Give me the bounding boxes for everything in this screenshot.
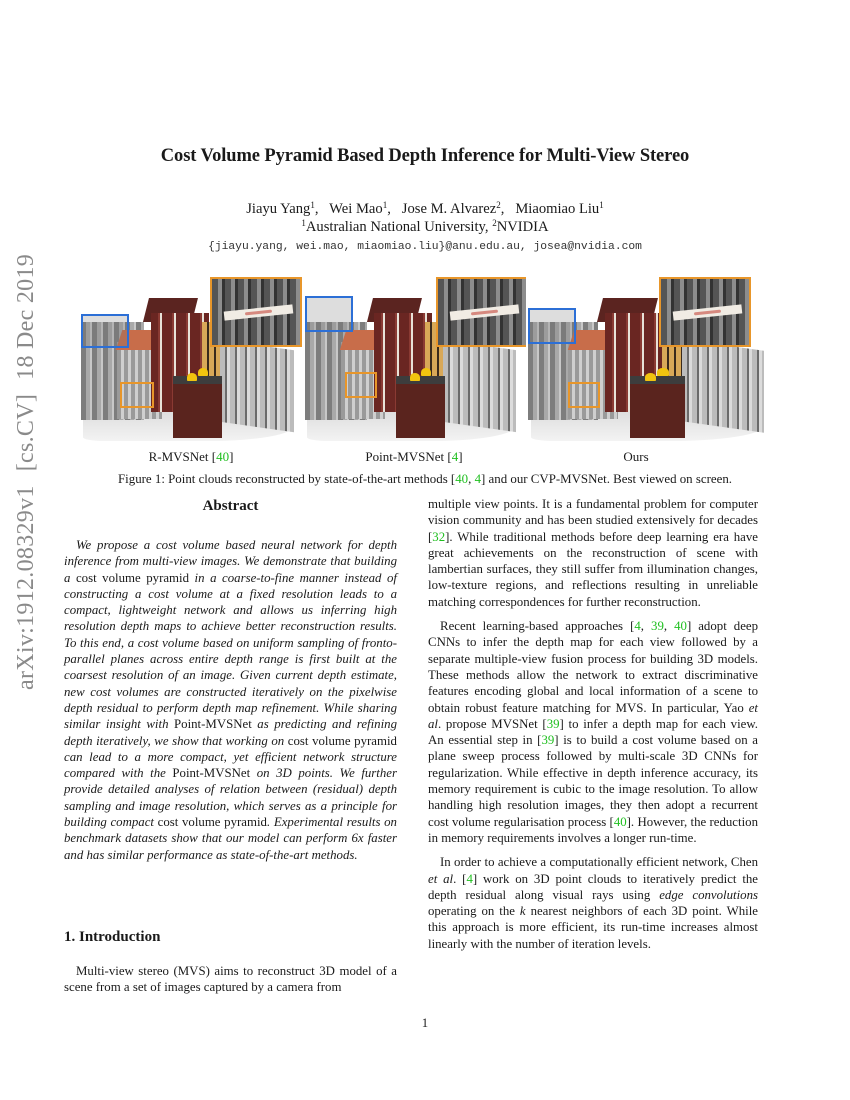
label-text: Point-MVSNet [	[365, 449, 452, 464]
section-heading-introduction: 1. Introduction	[64, 929, 161, 945]
author: Jose M. Alvarez	[401, 201, 497, 217]
arxiv-category: [cs.CV]	[13, 393, 39, 472]
affil-mark: 2	[492, 218, 497, 228]
figure-panel-ours	[526, 274, 774, 444]
label-text: ]	[229, 449, 234, 464]
text-run: ] work on 3D point clouds to iteratively predict the depth residual along visual rays using	[428, 871, 759, 902]
text-run: Point-MVSNet	[172, 766, 251, 781]
affil-mark: 1	[599, 200, 604, 210]
zoom-inset	[436, 277, 528, 347]
highlight-box-orange	[120, 382, 154, 408]
affiliation: Australian National University	[305, 219, 485, 235]
paper-title: Cost Volume Pyramid Based Depth Inference for Multi-View Stereo	[160, 146, 690, 166]
citation-link[interactable]: 4	[474, 472, 482, 486]
intro-paragraph-continued	[428, 496, 758, 610]
label-text: Ours	[623, 449, 649, 464]
citation-link[interactable]: 4	[634, 619, 641, 634]
author: Wei Mao	[329, 201, 383, 217]
text-run: ]. While traditional methods before deep learning era have great achievements on the reconstruction of scene with lambertian surfaces, they still suffer from illumination changes, low-texture regions, and reflections resulting in unreliable matching correspondences for further reconstruction.	[428, 529, 758, 609]
text-run: . [	[453, 871, 467, 886]
text-run: We propose a cost volume based neural network for depth inference from multi-view images. We demonstrate that building a	[64, 538, 397, 585]
affil-mark: 1	[310, 200, 315, 210]
affiliations	[0, 218, 850, 236]
text-run: edge convolutions	[659, 887, 759, 902]
highlight-box-blue	[81, 314, 129, 348]
text-run: k	[519, 904, 526, 919]
abstract-body	[64, 537, 397, 863]
citation-link[interactable]: 40	[216, 449, 230, 464]
citation-link[interactable]: 39	[546, 716, 560, 731]
affil-mark: 1	[301, 218, 306, 228]
caption-text: ] and our CVP-MVSNet. Best viewed on screen.	[481, 472, 732, 486]
text-run: et al	[428, 700, 758, 731]
highlight-box-blue	[528, 308, 576, 344]
text-run: ] is to build a cost volume based on a plane sweep process followed by multi-scale 3D CNNs for regularization. While effective in depth inference accuracy, its memory requirement is cubic to the image resolution. To allow handling high resolution images, they then adopt a recurrent cost volume regularisation process [	[428, 733, 758, 829]
caption-text: Figure 1: Point clouds reconstructed by state-of-the-art methods [	[118, 472, 456, 486]
text-run: ,	[640, 619, 652, 634]
page-number: 1	[421, 1016, 429, 1030]
text-run: ] to infer a depth map for each view. An essential step in [	[428, 716, 758, 748]
citation-link[interactable]: 40	[674, 619, 687, 634]
abstract-paragraph	[64, 537, 397, 863]
zoom-inset	[210, 277, 302, 347]
text-run: can lead to a more compact, yet efficient network structure compared with the	[64, 749, 397, 781]
text-run: cost volume pyramid	[287, 733, 397, 748]
intro-paragraph-3	[428, 854, 758, 952]
paragraph-text: Multi-view stereo (MVS) aims to reconstruct 3D model of a scene from a set of images captured by a camera from	[64, 964, 397, 995]
text-run: ]. However, the reduction in memory requirements involves a longer run-time.	[428, 814, 758, 845]
citation-link[interactable]: 39	[651, 619, 664, 634]
caption-text: ,	[468, 472, 475, 486]
text-run: ] adopt deep CNNs to infer the depth map for each view followed by a separate multiple-view fusion process for building 3D models. These methods allow the network to extract discriminative features encoding global and local information of a scene to obtain robust feature matching for MVS. In particular, Yao	[428, 619, 759, 715]
highlight-box-blue	[305, 296, 353, 332]
text-run: multiple view points. It is a fundamental problem for computer vision community and has been studied extensively for decades [	[428, 497, 758, 544]
author-list: Jiayu Yang$^1$, Wei Mao$^1$, Jose M. Alvarez$^2$, Miaomiao Liu$^1$	[246, 200, 604, 217]
citation-link[interactable]: 40	[455, 472, 469, 486]
figure-panel-point-mvsnet	[303, 274, 525, 444]
text-run: on 3D points. We further provide detailed analyses of relation between (residual) depth sampling and image resolution, which serves as a principle for building compact	[64, 766, 397, 830]
figure-panel-rmvsnet	[79, 274, 303, 444]
text-run: cost volume pyramid	[75, 570, 190, 585]
author-emails: {jiayu.yang, wei.mao, miaomiao.liu}@anu.edu.au, josea@nvidia.com	[208, 241, 642, 253]
citation-link[interactable]: 32	[432, 529, 446, 544]
panel-label	[303, 449, 525, 465]
text-run: as predicting and refining depth iteratively, we show that working on	[64, 717, 397, 748]
text-run: et al	[428, 871, 454, 886]
text-run: . propose MVSNet [	[438, 716, 547, 731]
label-text: ]	[458, 449, 463, 464]
right-column	[428, 496, 758, 952]
citation-link[interactable]: 4	[451, 449, 459, 464]
arxiv-id: arXiv:1912.08329v1	[13, 485, 39, 690]
figure-caption	[0, 472, 850, 487]
affiliation: NVIDIA	[496, 219, 549, 235]
affil-mark: 2	[496, 200, 501, 210]
arxiv-date: 18 Dec 2019	[13, 253, 39, 380]
intro-paragraph-2	[428, 618, 758, 846]
text-run: cost volume pyramid	[157, 815, 267, 830]
abstract-heading: Abstract	[202, 498, 259, 514]
author: Jiayu Yang	[246, 201, 311, 217]
panel-label	[526, 449, 746, 465]
text-run: ,	[663, 619, 675, 634]
text-run: in a coarse-to-fine manner instead of constructing a cost volume at a fixed resolution leads to a compact, lightweight network and allows us inferring high resolution depth maps to achieve better reconstruction results. To this end, a cost volume based on uniform sampling of fronto-parallel planes across entire depth range is first built at the coarsest resolution of an image. Given current depth estimate, new cost volumes are constructed iteratively on the pixelwise depth residual to perform depth map refinement. While sharing similar insight with	[64, 570, 397, 732]
text-run: In order to achieve a computationally efficient network, Chen	[440, 855, 758, 870]
text-run: . Experimental results on benchmark datasets show that our model can perform 6x faster and has similar performance as state-of-the-art methods.	[64, 815, 397, 862]
panel-label	[79, 449, 303, 465]
text-run: operating on the	[428, 904, 520, 919]
highlight-box-orange	[345, 372, 377, 398]
affil-mark: 1	[382, 200, 388, 210]
citation-link[interactable]: 40	[613, 814, 627, 829]
zoom-inset	[659, 277, 751, 347]
citation-link[interactable]: 4	[466, 871, 473, 886]
text-run: nearest neighbors of each 3D point. While this approach is more efficient, its run-time increases almost linearly with the number of iteration levels.	[428, 904, 758, 951]
intro-paragraph-start	[64, 963, 397, 996]
label-text: R-MVSNet [	[148, 449, 217, 464]
text-run: Point-MVSNet	[174, 717, 252, 732]
author: Miaomiao Liu	[515, 201, 600, 217]
highlight-box-orange	[568, 382, 600, 408]
text-run: Recent learning-based approaches [	[440, 619, 635, 634]
citation-link[interactable]: 39	[541, 733, 555, 748]
separator: ,	[484, 219, 493, 235]
